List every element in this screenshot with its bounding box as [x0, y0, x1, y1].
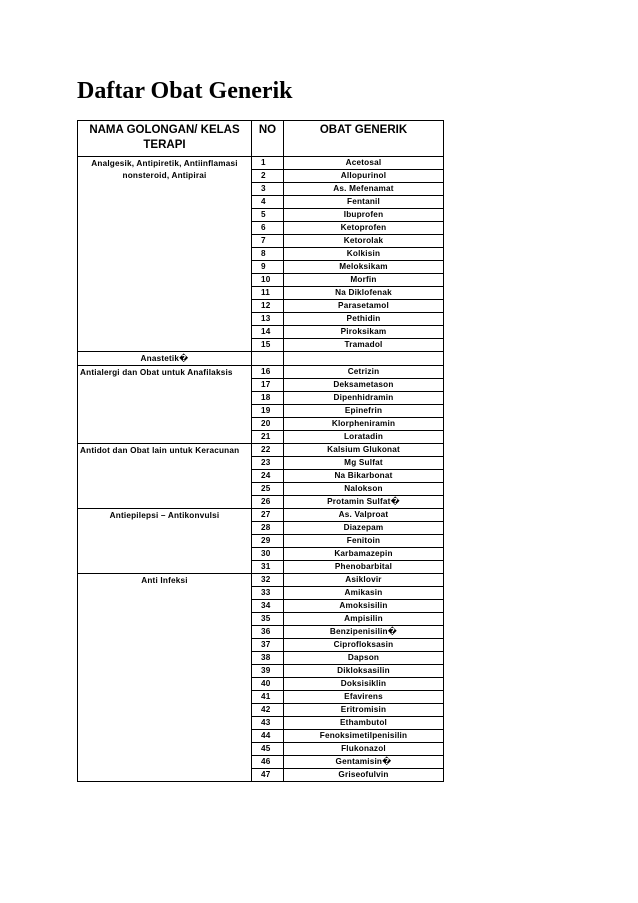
drug-name-cell: Ketoprofen [284, 222, 444, 235]
drug-name-cell: Ampisilin [284, 613, 444, 626]
drug-number-cell: 6 [252, 222, 284, 235]
drug-name-cell: Kalsium Glukonat [284, 444, 444, 457]
drug-number-cell [252, 352, 284, 366]
drug-number-cell: 22 [252, 444, 284, 457]
drug-number-cell: 5 [252, 209, 284, 222]
drug-name-cell: Mg Sulfat [284, 457, 444, 470]
drug-number-cell: 10 [252, 274, 284, 287]
group-name-cell: Antidot dan Obat lain untuk Keracunan [78, 444, 252, 509]
group-name-cell: Anastetik� [78, 352, 252, 366]
group-name-cell: Antialergi dan Obat untuk Anafilaksis [78, 366, 252, 444]
drug-name-cell: Dikloksasilin [284, 665, 444, 678]
drug-name-cell: Karbamazepin [284, 548, 444, 561]
drug-name-cell: Efavirens [284, 691, 444, 704]
drug-number-cell: 28 [252, 522, 284, 535]
drug-name-cell: Pethidin [284, 313, 444, 326]
table-row [78, 157, 444, 170]
drug-number-cell: 17 [252, 379, 284, 392]
drug-name-cell: Na Bikarbonat [284, 470, 444, 483]
drug-number-cell: 37 [252, 639, 284, 652]
table-header-row [78, 121, 444, 157]
drug-number-cell: 45 [252, 743, 284, 756]
drug-name-cell: Acetosal [284, 157, 444, 170]
drug-number-cell: 14 [252, 326, 284, 339]
drug-name-cell: Loratadin [284, 431, 444, 444]
drug-number-cell: 20 [252, 418, 284, 431]
drug-name-cell: Tramadol [284, 339, 444, 352]
drug-number-cell: 18 [252, 392, 284, 405]
drug-name-cell: Klorpheniramin [284, 418, 444, 431]
drug-name-cell: Fenitoin [284, 535, 444, 548]
drug-name-cell: Griseofulvin [284, 769, 444, 782]
drug-number-cell: 42 [252, 704, 284, 717]
drug-number-cell: 19 [252, 405, 284, 418]
drug-number-cell: 34 [252, 600, 284, 613]
drug-name-cell: Gentamisin� [284, 756, 444, 769]
drug-name-cell: Piroksikam [284, 326, 444, 339]
drug-number-cell: 4 [252, 196, 284, 209]
drug-name-cell: Morfin [284, 274, 444, 287]
drug-number-cell: 1 [252, 157, 284, 170]
drug-name-cell: Meloksikam [284, 261, 444, 274]
drug-number-cell: 30 [252, 548, 284, 561]
drug-name-cell: Ibuprofen [284, 209, 444, 222]
drug-name-cell: Cetrizin [284, 366, 444, 379]
table-body [78, 157, 444, 782]
drug-name-cell: Dipenhidramin [284, 392, 444, 405]
drug-number-cell: 12 [252, 300, 284, 313]
drug-name-cell: Phenobarbital [284, 561, 444, 574]
drug-name-cell: Fentanil [284, 196, 444, 209]
drug-number-cell: 2 [252, 170, 284, 183]
drug-number-cell: 47 [252, 769, 284, 782]
drug-number-cell: 40 [252, 678, 284, 691]
group-name-cell: Antiepilepsi – Antikonvulsi [78, 509, 252, 574]
drug-name-cell: Epinefrin [284, 405, 444, 418]
drug-number-cell: 26 [252, 496, 284, 509]
drug-number-cell: 21 [252, 431, 284, 444]
drug-number-cell: 35 [252, 613, 284, 626]
drug-name-cell: Amoksisilin [284, 600, 444, 613]
table-row [78, 574, 444, 587]
drug-name-cell: Kolkisin [284, 248, 444, 261]
drug-number-cell: 41 [252, 691, 284, 704]
drug-name-cell: Benzipenisilin� [284, 626, 444, 639]
drug-number-cell: 24 [252, 470, 284, 483]
drug-name-cell: Parasetamol [284, 300, 444, 313]
group-name-cell: Anti Infeksi [78, 574, 252, 782]
drug-name-cell: Na Diklofenak [284, 287, 444, 300]
drug-number-cell: 38 [252, 652, 284, 665]
header-drug: OBAT GENERIK [284, 121, 444, 157]
table-row [78, 352, 444, 366]
drug-number-cell: 44 [252, 730, 284, 743]
drug-name-cell: Amikasin [284, 587, 444, 600]
group-name-cell: Analgesik, Antipiretik, Antiinflamasi nonsteroid, Antipirai [78, 157, 252, 352]
drug-name-cell: Diazepam [284, 522, 444, 535]
table-row [78, 366, 444, 379]
drug-number-cell: 23 [252, 457, 284, 470]
drug-number-cell: 25 [252, 483, 284, 496]
drug-name-cell: Doksisiklin [284, 678, 444, 691]
drug-name-cell: Ciprofloksasin [284, 639, 444, 652]
drug-number-cell: 33 [252, 587, 284, 600]
drug-name-cell: Allopurinol [284, 170, 444, 183]
drug-name-cell: Ketorolak [284, 235, 444, 248]
drug-name-cell [284, 352, 444, 366]
drug-number-cell: 43 [252, 717, 284, 730]
drug-name-cell: Nalokson [284, 483, 444, 496]
table-row [78, 444, 444, 457]
header-no: NO [252, 121, 284, 157]
drug-number-cell: 16 [252, 366, 284, 379]
drug-number-cell: 31 [252, 561, 284, 574]
drug-number-cell: 32 [252, 574, 284, 587]
drug-table [77, 120, 444, 782]
drug-name-cell: Eritromisin [284, 704, 444, 717]
drug-name-cell: As. Valproat [284, 509, 444, 522]
drug-number-cell: 27 [252, 509, 284, 522]
header-group: NAMA GOLONGAN/ KELAS TERAPI [78, 121, 252, 157]
drug-number-cell: 8 [252, 248, 284, 261]
drug-number-cell: 36 [252, 626, 284, 639]
drug-name-cell: Asiklovir [284, 574, 444, 587]
drug-number-cell: 29 [252, 535, 284, 548]
page-title: Daftar Obat Generik [77, 78, 293, 104]
drug-name-cell: Dapson [284, 652, 444, 665]
drug-number-cell: 11 [252, 287, 284, 300]
drug-number-cell: 39 [252, 665, 284, 678]
drug-name-cell: Flukonazol [284, 743, 444, 756]
drug-name-cell: Deksametason [284, 379, 444, 392]
drug-name-cell: Fenoksimetilpenisilin [284, 730, 444, 743]
drug-number-cell: 15 [252, 339, 284, 352]
drug-number-cell: 9 [252, 261, 284, 274]
drug-name-cell: Ethambutol [284, 717, 444, 730]
drug-number-cell: 7 [252, 235, 284, 248]
drug-number-cell: 3 [252, 183, 284, 196]
drug-name-cell: As. Mefenamat [284, 183, 444, 196]
drug-number-cell: 46 [252, 756, 284, 769]
table-row [78, 509, 444, 522]
drug-name-cell: Protamin Sulfat� [284, 496, 444, 509]
drug-number-cell: 13 [252, 313, 284, 326]
